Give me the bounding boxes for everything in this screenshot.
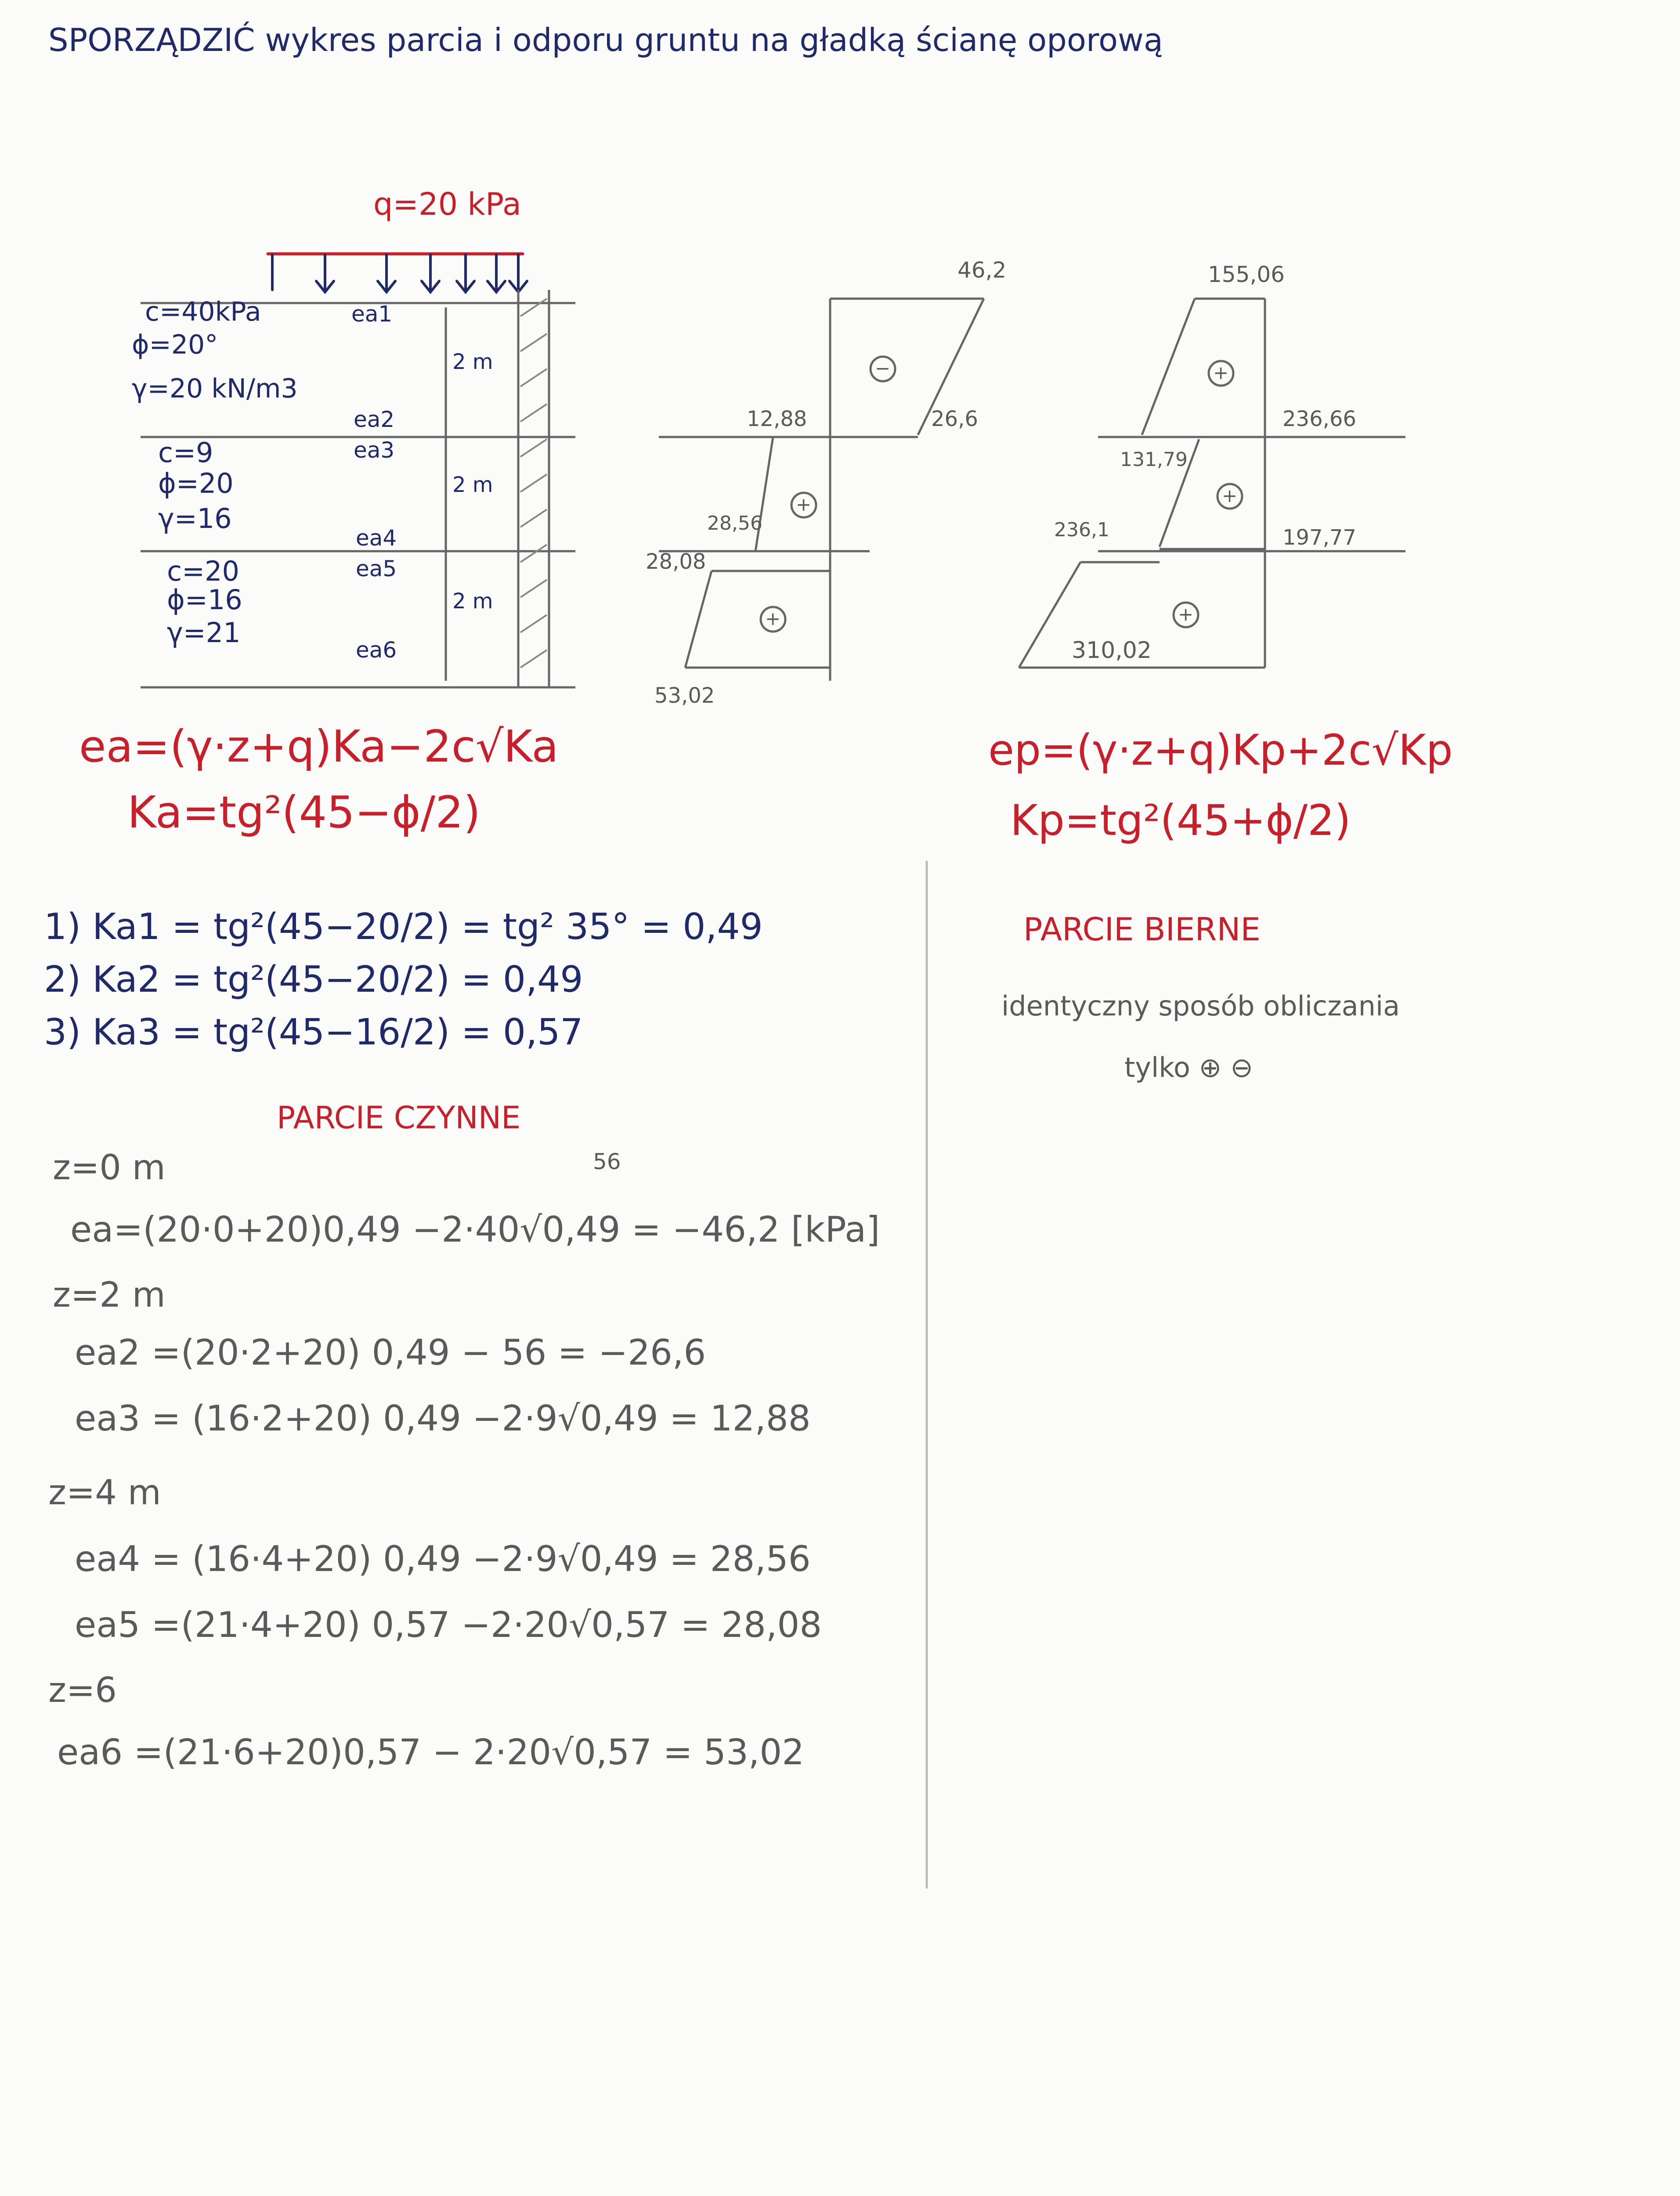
calc-ea5: ea5 =(21·4+20) 0,57 −2·20√0,57 = 28,08 [75,1604,822,1645]
wall-hatching [520,299,547,668]
passive-value-5: 197,77 [1283,525,1356,550]
passive-sign-2: + [1222,485,1238,506]
ka-line-2: 2) Ka2 = tg²(45−20/2) = 0,49 [44,959,583,1000]
passive-note-2: tylko ⊕ ⊖ [1124,1051,1254,1084]
page-title: SPORZĄDZIĆ wykres parcia i odporu gruntu na gładką ścianę oporową [48,22,1163,58]
active-value-5: 28,08 [646,549,706,574]
active-diagram-lines [659,299,984,681]
passive-value-4: 236,1 [1054,519,1109,541]
layer-2-gamma: γ=16 [158,502,232,535]
active-sign-plus-1: + [796,494,812,515]
load-label: q=20 kPa [373,186,521,222]
ea-point-5: ea5 [356,556,397,582]
calc-z6: z=6 [48,1671,117,1710]
calc-ea6: ea6 =(21·6+20)0,57 − 2·20√0,57 = 53,02 [57,1732,805,1773]
passive-value-1: 155,06 [1208,262,1285,287]
calc-ea1: ea=(20·0+20)0,49 −2·40√0,49 = −46,2 [kPa] [70,1209,880,1250]
passive-value-3: 131,79 [1120,448,1188,471]
active-value-4: 28,56 [707,512,762,535]
load-arrows [272,255,527,292]
active-value-2: 12,88 [747,407,807,431]
layer-3-phi: ϕ=16 [167,584,242,616]
active-value-1: 46,2 [957,257,1007,283]
depth-label-1: 2 m [452,350,493,374]
layer-1-phi: ϕ=20° [132,329,218,360]
ea-point-3: ea3 [354,437,395,463]
layer-1-c: c=40kPa [145,296,261,327]
calc-ea4: ea4 = (16·4+20) 0,49 −2·9√0,49 = 28,56 [75,1539,811,1579]
passive-value-6: 310,02 [1072,637,1152,664]
passive-heading: PARCIE BIERNE [1023,911,1261,948]
formula-active: ea=(γ·z+q)Ka−2c√Ka [79,721,559,772]
calc-z2: z=2 m [53,1275,166,1315]
depth-label-3: 2 m [452,589,493,614]
calc-ea3: ea3 = (16·2+20) 0,49 −2·9√0,49 = 12,88 [75,1398,811,1439]
passive-note-1: identyczny sposób obliczania [1001,990,1400,1022]
ka-line-3: 3) Ka3 = tg²(45−16/2) = 0,57 [44,1011,583,1053]
calc-ea2: ea2 =(20·2+20) 0,49 − 56 = −26,6 [75,1332,706,1373]
active-value-6: 53,02 [654,683,715,708]
passive-value-2: 236,66 [1283,407,1356,431]
layer-1-gamma: γ=20 kN/m3 [132,373,298,404]
active-heading: PARCIE CZYNNE [277,1100,521,1136]
ea-point-6: ea6 [356,637,397,663]
ka-line-1: 1) Ka1 = tg²(45−20/2) = tg² 35° = 0,49 [44,906,763,948]
ea-point-1: ea1 [351,301,393,327]
passive-sign-3: + [1178,603,1194,625]
calc-z0: z=0 m [53,1148,166,1188]
active-value-3: 26,6 [931,407,978,431]
layer-2-c: c=9 [158,437,213,469]
active-sign-minus: − [875,358,891,379]
depth-label-2: 2 m [452,473,493,497]
ea-point-4: ea4 [356,525,397,551]
formula-passive: ep=(γ·z+q)Kp+2c√Kp [988,726,1453,775]
layer-2-phi: ϕ=20 [158,467,234,499]
formula-kp: Kp=tg²(45+ϕ/2) [1010,796,1351,845]
passive-sign-1: + [1213,362,1229,383]
calc-z4: z=4 m [48,1473,161,1513]
calc-brace-56: 56 [593,1149,621,1174]
layer-3-c: c=20 [167,555,239,587]
active-sign-plus-2: + [765,608,781,629]
formula-ka: Ka=tg²(45−ϕ/2) [127,787,481,838]
layer-3-gamma: γ=21 [167,617,241,649]
passive-diagram-lines [1019,299,1405,668]
ea-point-2: ea2 [354,407,395,432]
